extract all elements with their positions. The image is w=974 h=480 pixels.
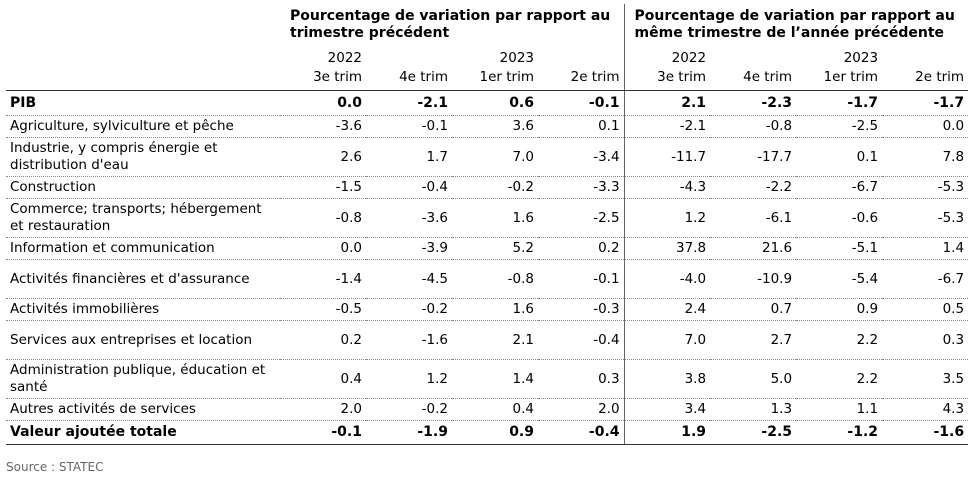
value-cell: -6.1 (710, 199, 796, 238)
value-cell: -3.6 (366, 199, 452, 238)
value-cell: -0.4 (538, 421, 624, 445)
row-label: Administration publique, éducation et santé (6, 360, 280, 399)
value-cell: 0.2 (538, 238, 624, 260)
year-header (882, 48, 968, 68)
value-cell: -0.2 (452, 177, 538, 199)
value-cell: 7.0 (452, 138, 538, 177)
value-cell: 1.6 (452, 199, 538, 238)
value-cell: -2.5 (796, 116, 882, 138)
value-cell: 2.2 (796, 360, 882, 399)
value-cell: 0.3 (882, 321, 968, 360)
value-cell: -2.1 (366, 91, 452, 116)
table-row (6, 299, 968, 321)
value-cell: 3.4 (624, 399, 710, 421)
value-cell: 2.2 (796, 321, 882, 360)
value-cell: -2.3 (710, 91, 796, 116)
header-blank (6, 68, 280, 91)
value-cell: -17.7 (710, 138, 796, 177)
quarter-header: 3e trim (280, 68, 366, 91)
value-cell: -3.4 (538, 138, 624, 177)
row-label: Activités immobilières (6, 299, 280, 321)
value-cell: 3.5 (882, 360, 968, 399)
header-blank (6, 48, 280, 68)
value-cell: 0.1 (796, 138, 882, 177)
value-cell: -1.4 (280, 260, 366, 299)
table-row (6, 116, 968, 138)
value-cell: -1.9 (366, 421, 452, 445)
row-label: Construction (6, 177, 280, 199)
quarter-header: 4e trim (710, 68, 796, 91)
year-header: 2022 (624, 48, 710, 68)
row-label: Agriculture, sylviculture et pêche (6, 116, 280, 138)
row-label: Valeur ajoutée totale (6, 421, 280, 445)
quarter-header: 1er trim (452, 68, 538, 91)
value-cell: 21.6 (710, 238, 796, 260)
value-cell: -0.8 (452, 260, 538, 299)
table-row (6, 321, 968, 360)
value-cell: -6.7 (882, 260, 968, 299)
table-row (6, 91, 968, 116)
row-label: PIB (6, 91, 280, 116)
value-cell: 3.8 (624, 360, 710, 399)
value-cell: 1.3 (710, 399, 796, 421)
value-cell: 2.6 (280, 138, 366, 177)
value-cell: 1.2 (366, 360, 452, 399)
value-cell: -2.2 (710, 177, 796, 199)
table-row (6, 360, 968, 399)
value-cell: 5.2 (452, 238, 538, 260)
value-cell: 0.0 (882, 116, 968, 138)
value-cell: 1.6 (452, 299, 538, 321)
year-header: 2023 (843, 50, 879, 66)
value-cell: -1.6 (366, 321, 452, 360)
value-cell: 0.5 (882, 299, 968, 321)
year-header (538, 48, 624, 68)
value-cell: -0.1 (538, 260, 624, 299)
row-label: Commerce; transports; hébergement et restauration (6, 199, 280, 238)
value-cell: -0.5 (280, 299, 366, 321)
year-header (366, 48, 452, 68)
value-cell: 1.4 (452, 360, 538, 399)
quarter-header: 1er trim (796, 68, 882, 91)
value-cell: 0.2 (280, 321, 366, 360)
value-cell: -5.3 (882, 177, 968, 199)
value-cell: 1.7 (366, 138, 452, 177)
value-cell: -0.3 (538, 299, 624, 321)
value-cell: -11.7 (624, 138, 710, 177)
value-cell: -6.7 (796, 177, 882, 199)
table-row (6, 260, 968, 299)
value-cell: 2.0 (280, 399, 366, 421)
value-cell: -0.8 (710, 116, 796, 138)
value-cell: 0.1 (538, 116, 624, 138)
value-cell: -1.7 (796, 91, 882, 116)
value-cell: 37.8 (624, 238, 710, 260)
group-header-same-quarter-previous-year: Pourcentage de variation par rapport au même trimestre de l’année précédente (624, 4, 968, 48)
table-row (6, 138, 968, 177)
value-cell: -0.2 (366, 299, 452, 321)
value-cell: 2.4 (624, 299, 710, 321)
value-cell: -5.4 (796, 260, 882, 299)
value-cell: -0.4 (538, 321, 624, 360)
value-cell: 0.9 (796, 299, 882, 321)
value-cell: 1.9 (624, 421, 710, 445)
value-cell: -10.9 (710, 260, 796, 299)
value-cell: -1.2 (796, 421, 882, 445)
quarter-header: 4e trim (366, 68, 452, 91)
source-note: Source : STATEC (6, 460, 104, 474)
year-header (710, 48, 796, 68)
value-cell: 1.1 (796, 399, 882, 421)
table-row (6, 199, 968, 238)
row-label: Autres activités de services (6, 399, 280, 421)
value-cell: 0.9 (452, 421, 538, 445)
quarter-header: 2e trim (882, 68, 968, 91)
row-label: Industrie, y compris énergie et distribution d'eau (6, 138, 280, 177)
value-cell: 0.4 (280, 360, 366, 399)
header-blank (6, 4, 280, 48)
table-row (6, 421, 968, 445)
value-cell: -2.5 (710, 421, 796, 445)
value-cell: 0.6 (452, 91, 538, 116)
value-cell: 0.0 (280, 238, 366, 260)
table-row (6, 238, 968, 260)
value-cell: -5.3 (882, 199, 968, 238)
value-cell: -3.3 (538, 177, 624, 199)
value-cell: -1.6 (882, 421, 968, 445)
value-cell: 2.1 (624, 91, 710, 116)
value-cell: 2.1 (452, 321, 538, 360)
value-cell: -0.4 (366, 177, 452, 199)
value-cell: -2.5 (538, 199, 624, 238)
year-header: 2022 (327, 50, 362, 66)
table-row (6, 177, 968, 199)
value-cell: -4.3 (624, 177, 710, 199)
value-cell: 7.8 (882, 138, 968, 177)
value-cell: -1.7 (882, 91, 968, 116)
quarter-header: 2e trim (538, 68, 624, 91)
value-cell: -0.1 (280, 421, 366, 445)
group-header-previous-quarter: Pourcentage de variation par rapport au trimestre précédent (290, 8, 611, 41)
value-cell: -5.1 (796, 238, 882, 260)
value-cell: 0.7 (710, 299, 796, 321)
value-cell: 7.0 (624, 321, 710, 360)
quarter-header: 3e trim (624, 68, 710, 91)
value-cell: -0.1 (366, 116, 452, 138)
row-label: Activités financières et d'assurance (6, 260, 280, 299)
value-cell: -3.6 (280, 116, 366, 138)
table-body (6, 91, 968, 445)
value-cell: -3.9 (366, 238, 452, 260)
value-cell: 0.0 (280, 91, 366, 116)
row-label: Services aux entreprises et location (6, 321, 280, 360)
value-cell: -2.1 (624, 116, 710, 138)
value-cell: 3.6 (452, 116, 538, 138)
value-cell: 2.0 (538, 399, 624, 421)
value-cell: 5.0 (710, 360, 796, 399)
value-cell: -0.6 (796, 199, 882, 238)
year-header: 2023 (499, 50, 534, 66)
table-row (6, 399, 968, 421)
value-cell: -0.8 (280, 199, 366, 238)
value-cell: -1.5 (280, 177, 366, 199)
value-cell: -4.5 (366, 260, 452, 299)
row-label: Information et communication (6, 238, 280, 260)
value-cell: -0.1 (538, 91, 624, 116)
value-cell: 1.4 (882, 238, 968, 260)
value-cell: -0.2 (366, 399, 452, 421)
value-cell: 2.7 (710, 321, 796, 360)
value-cell: 4.3 (882, 399, 968, 421)
value-cell: 0.4 (452, 399, 538, 421)
value-cell: 0.3 (538, 360, 624, 399)
value-cell: 1.2 (624, 199, 710, 238)
value-cell: -4.0 (624, 260, 710, 299)
data-table (6, 4, 968, 445)
